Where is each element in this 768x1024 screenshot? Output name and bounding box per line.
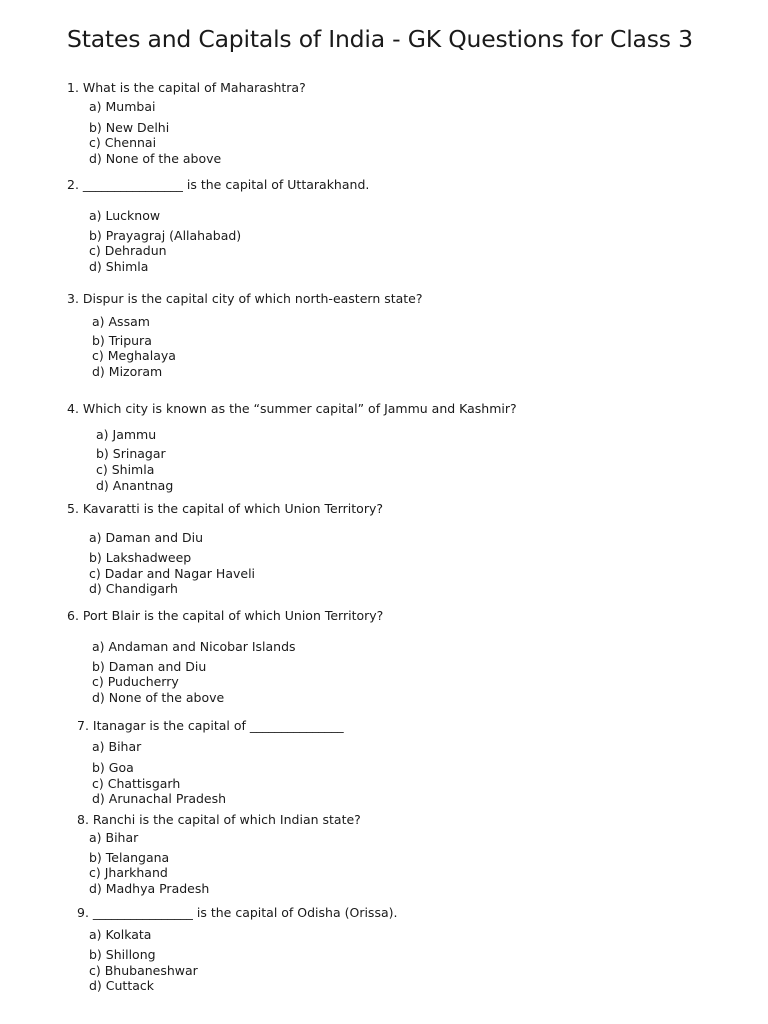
question-3-option-c: c) Meghalaya xyxy=(92,348,176,363)
question-3-option-a: a) Assam xyxy=(92,314,150,329)
question-9-option-c: c) Bhubaneshwar xyxy=(89,963,198,978)
question-2-option-d: d) Shimla xyxy=(89,259,149,274)
question-6-text: 6. Port Blair is the capital of which Union Territory? xyxy=(67,608,384,623)
question-1-text: 1. What is the capital of Maharashtra? xyxy=(67,80,306,95)
question-3-option-b: b) Tripura xyxy=(92,333,152,348)
question-1-option-b: b) New Delhi xyxy=(89,120,170,135)
question-4-option-b: b) Srinagar xyxy=(96,446,166,461)
question-2-option-b: b) Prayagraj (Allahabad) xyxy=(89,228,242,243)
question-9-option-d: d) Cuttack xyxy=(89,978,155,993)
question-6-option-b: b) Daman and Diu xyxy=(92,659,207,674)
question-7-option-a: a) Bihar xyxy=(92,739,142,754)
question-1-option-d: d) None of the above xyxy=(89,151,222,166)
page-title: States and Capitals of India - GK Questions for Class 3 xyxy=(67,25,693,53)
question-7-option-b: b) Goa xyxy=(92,760,134,775)
question-2-text: 2. ________________ is the capital of Uttarakhand. xyxy=(67,177,370,192)
question-5-text: 5. Kavaratti is the capital of which Union Territory? xyxy=(67,501,383,516)
question-8-option-b: b) Telangana xyxy=(89,850,170,865)
question-7-option-d: d) Arunachal Pradesh xyxy=(92,791,227,806)
question-7-text: 7. Itanagar is the capital of _______________ xyxy=(77,718,344,733)
question-8-option-d: d) Madhya Pradesh xyxy=(89,881,210,896)
question-7-option-c: c) Chattisgarh xyxy=(92,776,181,791)
question-8-option-a: a) Bihar xyxy=(89,830,139,845)
question-1-option-c: c) Chennai xyxy=(89,135,157,150)
question-3-text: 3. Dispur is the capital city of which north-eastern state? xyxy=(67,291,423,306)
question-2-option-c: c) Dehradun xyxy=(89,243,167,258)
question-9-option-a: a) Kolkata xyxy=(89,927,152,942)
question-8-text: 8. Ranchi is the capital of which Indian state? xyxy=(77,812,361,827)
question-1-option-a: a) Mumbai xyxy=(89,99,156,114)
question-5-option-c: c) Dadar and Nagar Haveli xyxy=(89,566,256,581)
question-9-option-b: b) Shillong xyxy=(89,947,156,962)
question-4-text: 4. Which city is known as the “summer capital” of Jammu and Kashmir? xyxy=(67,401,517,416)
question-4-option-d: d) Anantnag xyxy=(96,478,174,493)
question-4-option-a: a) Jammu xyxy=(96,427,157,442)
question-3-option-d: d) Mizoram xyxy=(92,364,163,379)
question-5-option-a: a) Daman and Diu xyxy=(89,530,204,545)
question-6-option-a: a) Andaman and Nicobar Islands xyxy=(92,639,296,654)
question-8-option-c: c) Jharkhand xyxy=(89,865,168,880)
question-9-text: 9. ________________ is the capital of Odisha (Orissa). xyxy=(77,905,398,920)
question-5-option-b: b) Lakshadweep xyxy=(89,550,192,565)
question-5-option-d: d) Chandigarh xyxy=(89,581,178,596)
question-2-option-a: a) Lucknow xyxy=(89,208,161,223)
question-6-option-d: d) None of the above xyxy=(92,690,225,705)
question-6-option-c: c) Puducherry xyxy=(92,674,179,689)
question-4-option-c: c) Shimla xyxy=(96,462,155,477)
